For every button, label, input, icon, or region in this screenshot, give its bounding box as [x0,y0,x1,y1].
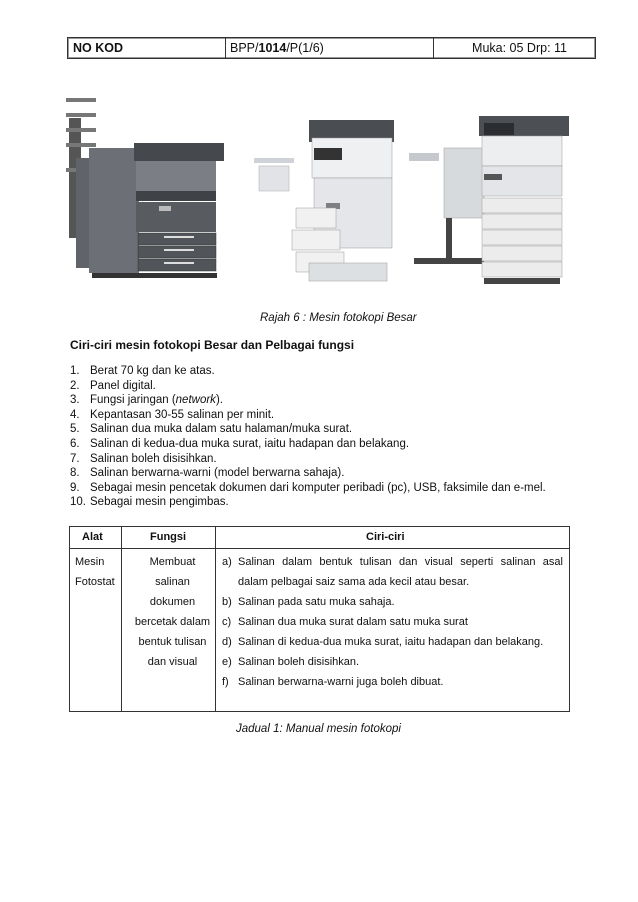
column-divider [121,527,122,711]
fungsi-cell: Membuat salinan dokumen bercetak dalam bentuk tulisan dan visual [134,556,211,668]
code-label: NO KOD [68,38,226,58]
photocopier-photos [64,88,584,298]
header-alat: Alat [82,531,103,543]
ciri-cell [222,552,563,692]
figure-caption: Rajah 6 : Mesin fotokopi Besar [260,312,417,324]
header-fungsi: Fungsi [150,531,187,543]
ciri-item: d) Salinan di kedua-dua muka surat, iaitu hadapan dan belakang. [222,636,544,648]
photocopier-image-2 [254,120,394,281]
list-item: 10. Sebagai mesin pengimbas. [70,496,229,509]
list-item: 2. Panel digital. [70,379,156,392]
specification-table [69,526,570,712]
list-item: 4. Kepantasan 30-55 salinan per minit. [70,408,275,421]
document-header [67,37,596,59]
table-header-row [70,527,569,549]
ciri-item: dalam pelbagai saiz sama ada kecil atau besar. [238,576,470,588]
list-item: 7. Salinan boleh disisihkan. [70,452,217,465]
header-ciri: Ciri-ciri [366,531,405,543]
list-item: 5. Salinan dua muka dalam satu halaman/muka surat. [70,423,353,436]
list-item: 9. Sebagai mesin pencetak dokumen dari komputer peribadi (pc), USB, faksimile dan e-mel. [70,481,546,494]
table-caption: Jadual 1: Manual mesin fotokopi [236,723,401,735]
photocopier-image-1 [66,98,224,278]
feature-list [70,364,546,510]
ciri-item: c) Salinan dua muka surat dalam satu muka surat [222,616,468,628]
ciri-item: e) Salinan boleh disisihkan. [222,656,360,668]
code-value-prefix: BPP/ [230,41,259,55]
list-item: 3. Fungsi jaringan (network). [70,394,223,407]
list-item: 6. Salinan di kedua-dua muka surat, iaitu hadapan dan belakang. [70,437,410,450]
section-title: Ciri-ciri mesin fotokopi Besar dan Pelbagai fungsi [70,338,355,352]
code-value [226,38,434,58]
page-info: Muka: 05 Drp: 11 [472,41,567,55]
alat-cell: Mesin Fotostat [75,556,115,588]
ciri-item: b) Salinan pada satu muka sahaja. [222,596,395,608]
ciri-item: f) Salinan berwarna-warni juga boleh dibuat. [222,676,444,688]
code-value-number: 1014 [258,41,287,55]
list-item: 8. Salinan berwarna-warni (model berwarna sahaja). [70,467,345,480]
photocopier-image-3 [409,116,569,284]
code-value-suffix: /P(1/6) [286,41,324,55]
ciri-item: a) Salinan dalam bentuk tulisan dan visual seperti salinan asal [222,556,563,568]
list-item: 1. Berat 70 kg dan ke atas. [70,365,215,377]
